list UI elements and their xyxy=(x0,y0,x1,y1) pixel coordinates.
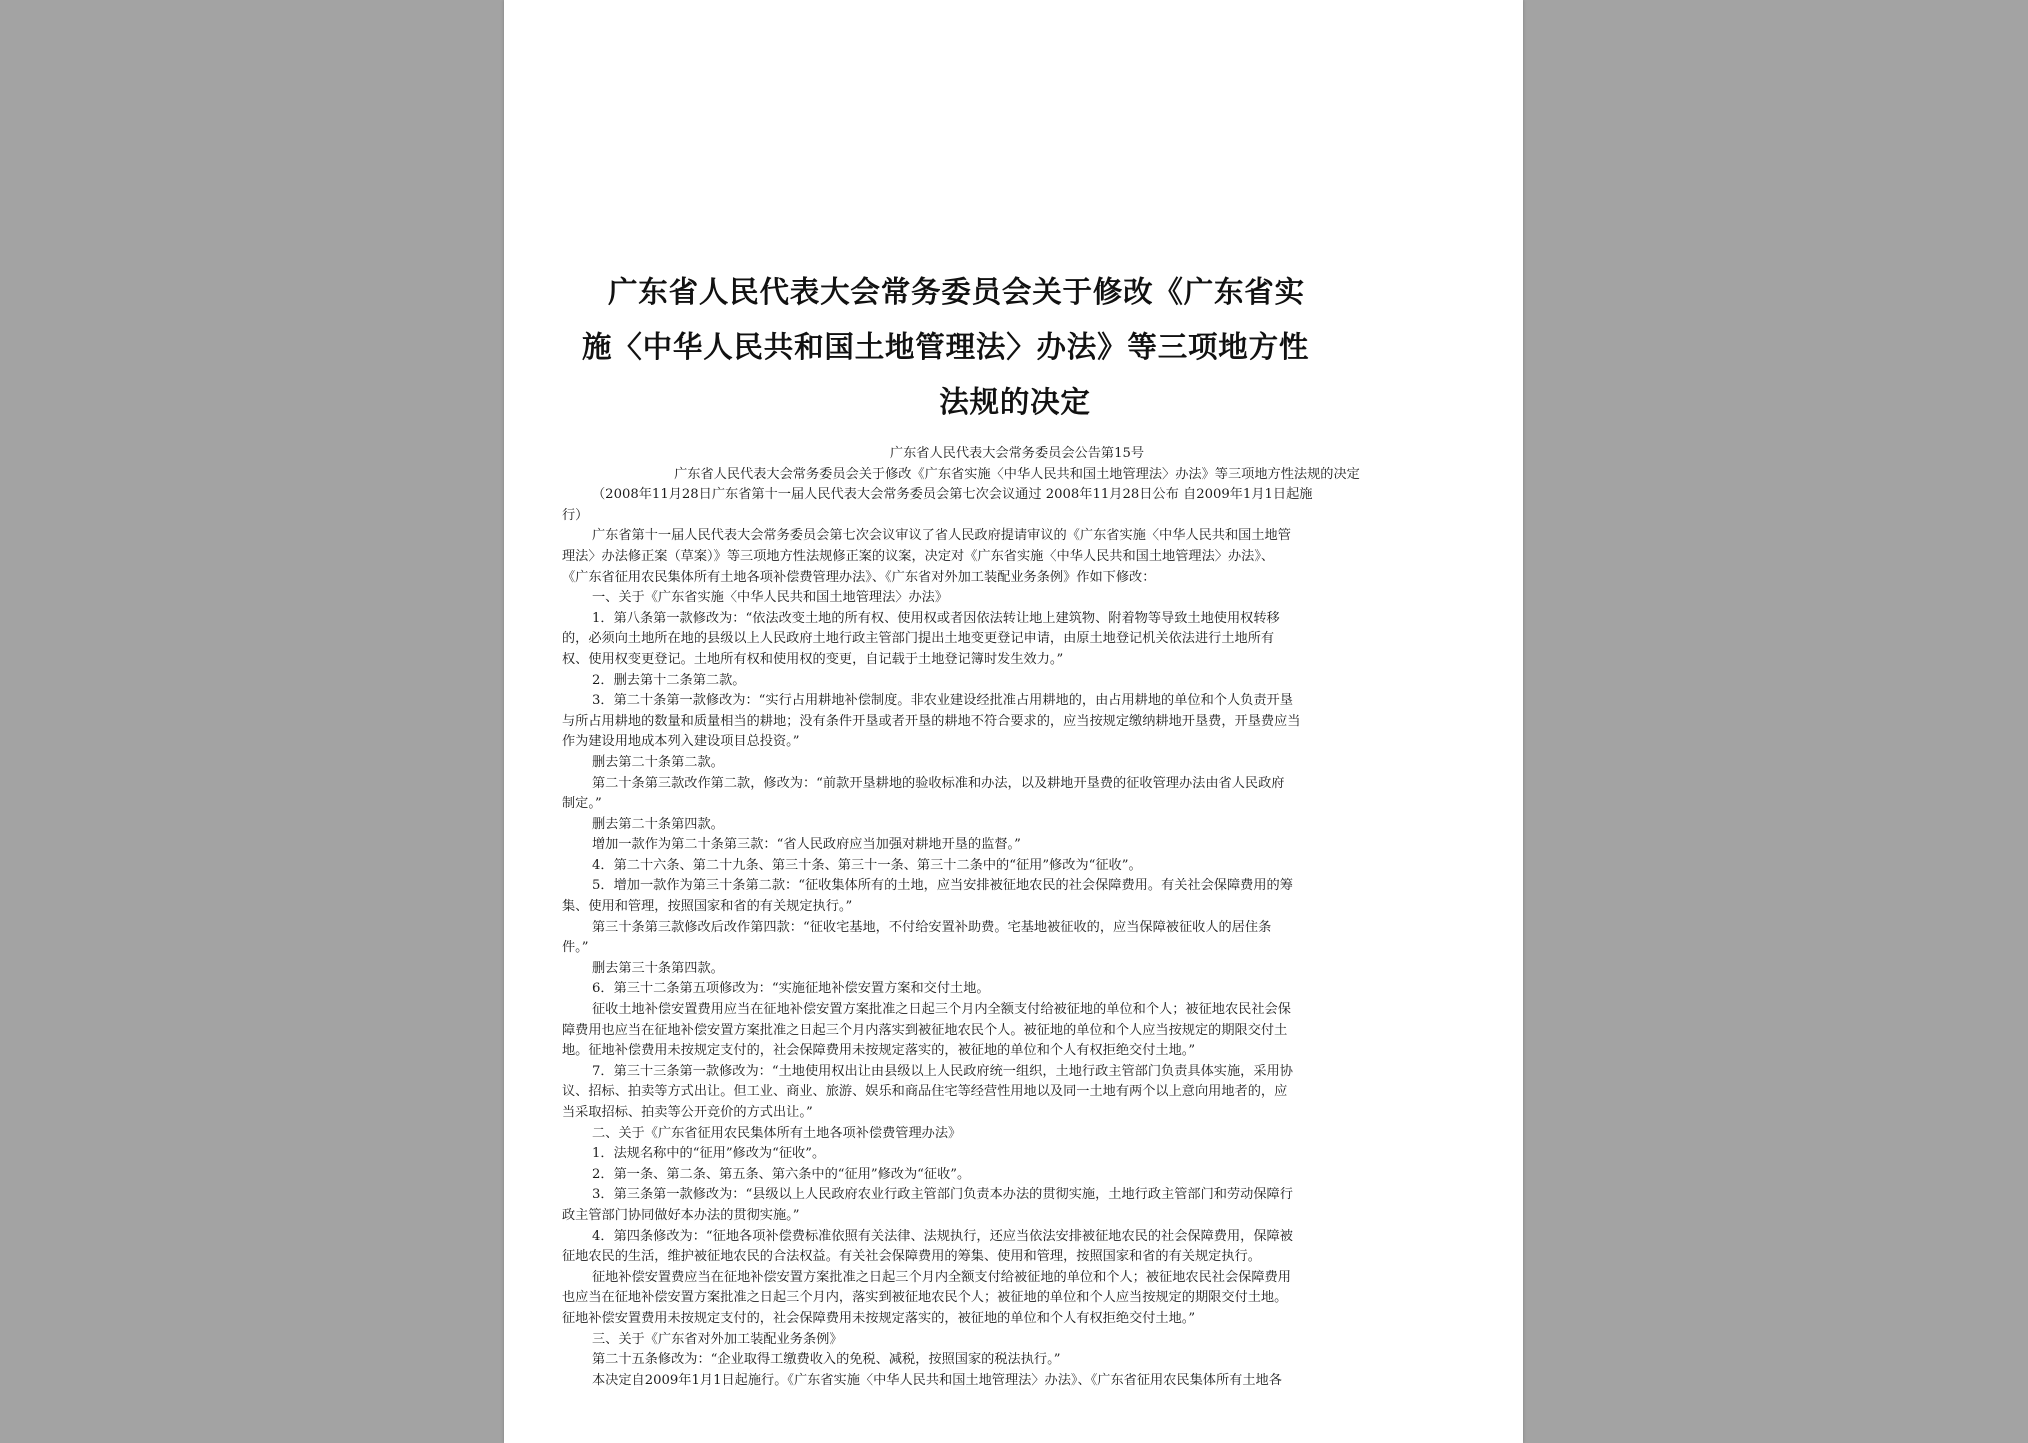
text-line: 地。征地补偿费用未按规定支付的，社会保障费用未按规定落实的，被征地的单位和个人有权拒绝交付土地。” xyxy=(562,1043,1196,1059)
text-line: 第三十条第三款修改后改作第四款：“征收宅基地，不付给安置补助费。宅基地被征收的，应当保障被征收人的居住条 xyxy=(592,919,1272,935)
text-line: 增加一款作为第二十条第三款：“省人民政府应当加强对耕地开垦的监督。” xyxy=(592,837,1021,853)
text-line: 2．删去第十二条第二款。 xyxy=(592,672,746,688)
text-line: 征地农民的生活，维护被征地农民的合法权益。有关社会保障费用的筹集、使用和管理，按照国家和省的有关规定执行。 xyxy=(562,1249,1261,1265)
text-line: 7．第三十三条第一款修改为：“土地使用权出让由县级以上人民政府统一组织，土地行政主管部门负责具体实施，采用协 xyxy=(592,1063,1293,1079)
text-line: 删去第二十条第二款。 xyxy=(592,754,724,770)
text-line: 与所占用耕地的数量和质量相当的耕地；没有条件开垦或者开垦的耕地不符合要求的，应当按规定缴纳耕地开垦费，开垦费应当 xyxy=(562,713,1301,729)
text-line: 行） xyxy=(562,507,589,523)
document-title xyxy=(582,265,1448,430)
text-line: 障费用也应当在征地补偿安置方案批准之日起三个月内落实到被征地农民个人。被征地的单位和个人应当按规定的期限交付土 xyxy=(562,1022,1288,1038)
text-line: 征地补偿安置费用未按规定支付的，社会保障费用未按规定落实的，被征地的单位和个人有权拒绝交付土地。” xyxy=(562,1310,1196,1326)
text-line: 3．第二十条第一款修改为：“实行占用耕地补偿制度。非农业建设经批准占用耕地的，由占用耕地的单位和个人负责开垦 xyxy=(592,693,1293,709)
text-line: 5．增加一款作为第三十条第二款：“征收集体所有的土地，应当安排被征地农民的社会保障费用。有关社会保障费用的筹 xyxy=(592,878,1293,894)
text-line: 第二十五条修改为：“企业取得工缴费收入的免税、减税，按照国家的税法执行。” xyxy=(592,1352,1061,1368)
text-line: 征地补偿安置费应当在征地补偿安置方案批准之日起三个月内全额支付给被征地的单位和个人；被征地农民社会保障费用 xyxy=(592,1269,1291,1285)
text-line: 4．第二十六条、第二十九条、第三十条、第三十一条、第三十二条中的“征用”修改为“征收”。 xyxy=(592,857,1142,873)
text-line: 议、招标、拍卖等方式出让。但工业、商业、旅游、娱乐和商品住宅等经营性用地以及同一土地有两个以上意向用地者的，应 xyxy=(562,1084,1288,1100)
text-line: 1．第八条第一款修改为：“依法改变土地的所有权、使用权或者因依法转让地上建筑物、附着物等导致土地使用权转移 xyxy=(592,610,1280,626)
text-line: 广东省人民代表大会常务委员会公告第15号 xyxy=(889,446,1145,461)
text-line: 6．第三十二条第五项修改为：“实施征地补偿安置方案和交付土地。 xyxy=(592,981,990,997)
text-line: 《广东省征用农民集体所有土地各项补偿费管理办法》、《广东省对外加工装配业务条例》作如下修改： xyxy=(562,569,1156,585)
title-line: 法规的决定 xyxy=(939,385,1091,419)
text-line: 的，必须向土地所在地的县级以上人民政府土地行政主管部门提出土地变更登记申请，由原土地登记机关依法进行土地所有 xyxy=(562,631,1275,647)
text-line: 也应当在征地补偿安置方案批准之日起三个月内，落实到被征地农民个人；被征地的单位和个人应当按规定的期限交付土地。 xyxy=(562,1290,1288,1306)
text-line: （2008年11月28日广东省第十一届人民代表大会常务委员会第七次会议通过 2008年11月28日公布 自2009年1月1日起施 xyxy=(592,487,1313,503)
text-line: 政主管部门协同做好本办法的贯彻实施。” xyxy=(562,1207,800,1223)
text-line: 本决定自2009年1月1日起施行。《广东省实施〈中华人民共和国土地管理法〉办法》、《广东省征用农民集体所有土地各 xyxy=(592,1372,1282,1388)
text-line: 1．法规名称中的“征用”修改为“征收”。 xyxy=(592,1146,826,1162)
document-page xyxy=(504,0,1523,1443)
text-line: 删去第二十条第四款。 xyxy=(592,816,724,832)
text-line: 二、关于《广东省征用农民集体所有土地各项补偿费管理办法》 xyxy=(592,1125,962,1141)
text-line: 3．第三条第一款修改为：“县级以上人民政府农业行政主管部门负责本办法的贯彻实施，土地行政主管部门和劳动保障行 xyxy=(592,1187,1293,1203)
text-line: 作为建设用地成本列入建设项目总投资。” xyxy=(562,734,800,750)
text-line: 广东省第十一届人民代表大会常务委员会第七次会议审议了省人民政府提请审议的《广东省实施〈中华人民共和国土地管 xyxy=(592,528,1291,544)
text-line: 第二十条第三款改作第二款，修改为：“前款开垦耕地的验收标准和办法，以及耕地开垦费的征收管理办法由省人民政府 xyxy=(592,775,1285,791)
text-line: 广东省人民代表大会常务委员会关于修改《广东省实施〈中华人民共和国土地管理法〉办法》等三项地方性法规的决定 xyxy=(674,466,1360,482)
text-line: 三、关于《广东省对外加工装配业务条例》 xyxy=(592,1331,843,1347)
title-line: 施〈中华人民共和国土地管理法〉办法》等三项地方性 xyxy=(582,330,1310,364)
text-line: 集、使用和管理，按照国家和省的有关规定执行。” xyxy=(562,899,853,915)
text-line: 2．第一条、第二条、第五条、第六条中的“征用”修改为“征收”。 xyxy=(592,1166,971,1182)
text-line: 征收土地补偿安置费用应当在征地补偿安置方案批准之日起三个月内全额支付给被征地的单位和个人；被征地农民社会保 xyxy=(592,1002,1291,1018)
text-line: 件。” xyxy=(562,940,589,956)
text-line: 制定。” xyxy=(562,796,602,812)
title-line: 广东省人民代表大会常务委员会关于修改《广东省实 xyxy=(608,275,1305,309)
text-line: 4．第四条修改为：“征地各项补偿费标准依照有关法律、法规执行，还应当依法安排被征地农民的社会保障费用，保障被 xyxy=(592,1228,1293,1244)
text-line: 权、使用权变更登记。土地所有权和使用权的变更，自记载于土地登记簿时发生效力。” xyxy=(562,651,1064,667)
document-body xyxy=(562,444,1472,1391)
text-line: 删去第三十条第四款。 xyxy=(592,960,724,976)
text-line: 当采取招标、拍卖等公开竞价的方式出让。” xyxy=(562,1105,813,1120)
text-line: 理法〉办法修正案（草案）》等三项地方性法规修正案的议案，决定对《广东省实施〈中华人民共和国土地管理法〉办法》、 xyxy=(562,548,1275,564)
text-line: 一、关于《广东省实施〈中华人民共和国土地管理法〉办法》 xyxy=(592,590,949,606)
